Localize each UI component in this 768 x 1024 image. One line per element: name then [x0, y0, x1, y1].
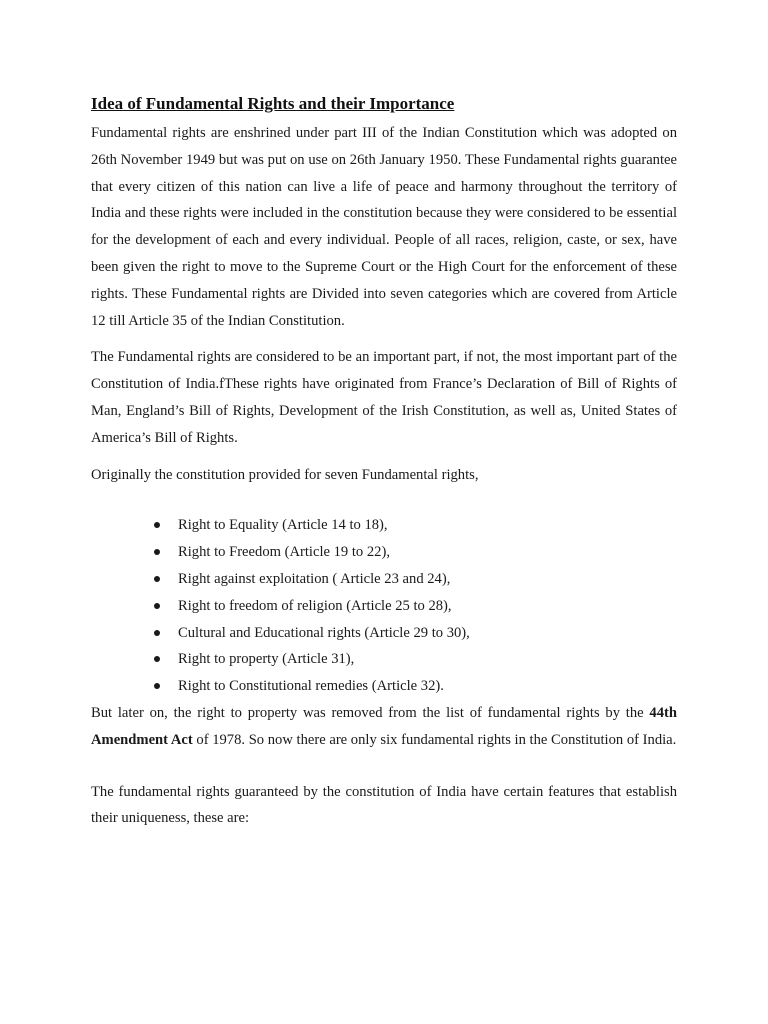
paragraph-importance: The Fundamental rights are considered to be an important part, if not, the most important part of the Constitution of India.fThese rights have originated from France’s Declaration of Bill of Rights of Man, England’s Bill of Rights, Development of the Irish Constitution, as well as, United States of America’s Bill of Rights. — [91, 349, 677, 446]
bullet-icon — [154, 656, 160, 662]
bullet-icon — [154, 603, 160, 609]
amendment-act-name: 44th Amendment Act — [91, 704, 677, 748]
list-item-text: Cultural and Educational rights (Article 29 to 30), — [178, 624, 470, 641]
paragraph-constitution-intro: Fundamental rights are enshrined under part III of the Indian Constitution which was adopted on 26th November 1949 but was put on use on 26th January 1950. These Fundamental rights guarantee that every citizen of this nation can live a life of peace and harmony throughout the territory of India and these rights were included in the constitution because they were considered to be essential for the development of each and every individual. People of all races, religion, caste, or sex, have been given the right to move to the Supreme Court or the High Court for the enforcement of these rights. These Fundamental rights are Divided into seven categories which are covered from Article 12 till Article 35 of the Indian Constitution. — [91, 125, 677, 329]
rights-list — [91, 512, 677, 700]
list-item-text: Right to property (Article 31), — [178, 651, 355, 668]
document-title: Idea of Fundamental Rights and their Importance — [91, 94, 455, 113]
bullet-icon — [154, 683, 160, 689]
document-body — [91, 92, 677, 832]
paragraph-features-intro: The fundamental rights guaranteed by the constitution of India have certain features that establish their uniqueness, these are: — [91, 783, 677, 827]
list-item-text: Right to freedom of religion (Article 25 to 28), — [178, 597, 452, 614]
list-item-text: Right to Freedom (Article 19 to 22), — [178, 544, 390, 561]
paragraph-amendment — [91, 700, 677, 754]
list-item — [154, 566, 677, 593]
list-item — [154, 593, 677, 620]
bullet-icon — [154, 630, 160, 636]
bullet-icon — [154, 576, 160, 582]
bullet-icon — [154, 522, 160, 528]
list-item — [154, 539, 677, 566]
paragraph-seven-rights-intro: Originally the constitution provided for seven Fundamental rights, — [91, 466, 479, 483]
list-item — [154, 646, 677, 673]
list-item-text: Right to Equality (Article 14 to 18), — [178, 517, 388, 534]
list-item — [154, 673, 677, 700]
amendment-text-before: But later on, the right to property was removed from the list of fundamental rights by the — [91, 704, 650, 721]
list-item-text: Right against exploitation ( Article 23 and 24), — [178, 570, 451, 587]
list-item-text: Right to Constitutional remedies (Article 32). — [178, 678, 444, 695]
amendment-text-after: of 1978. So now there are only six fundamental rights in the Constitution of India. — [192, 731, 677, 748]
list-item — [154, 620, 677, 647]
list-item — [154, 512, 677, 539]
bullet-icon — [154, 549, 160, 555]
